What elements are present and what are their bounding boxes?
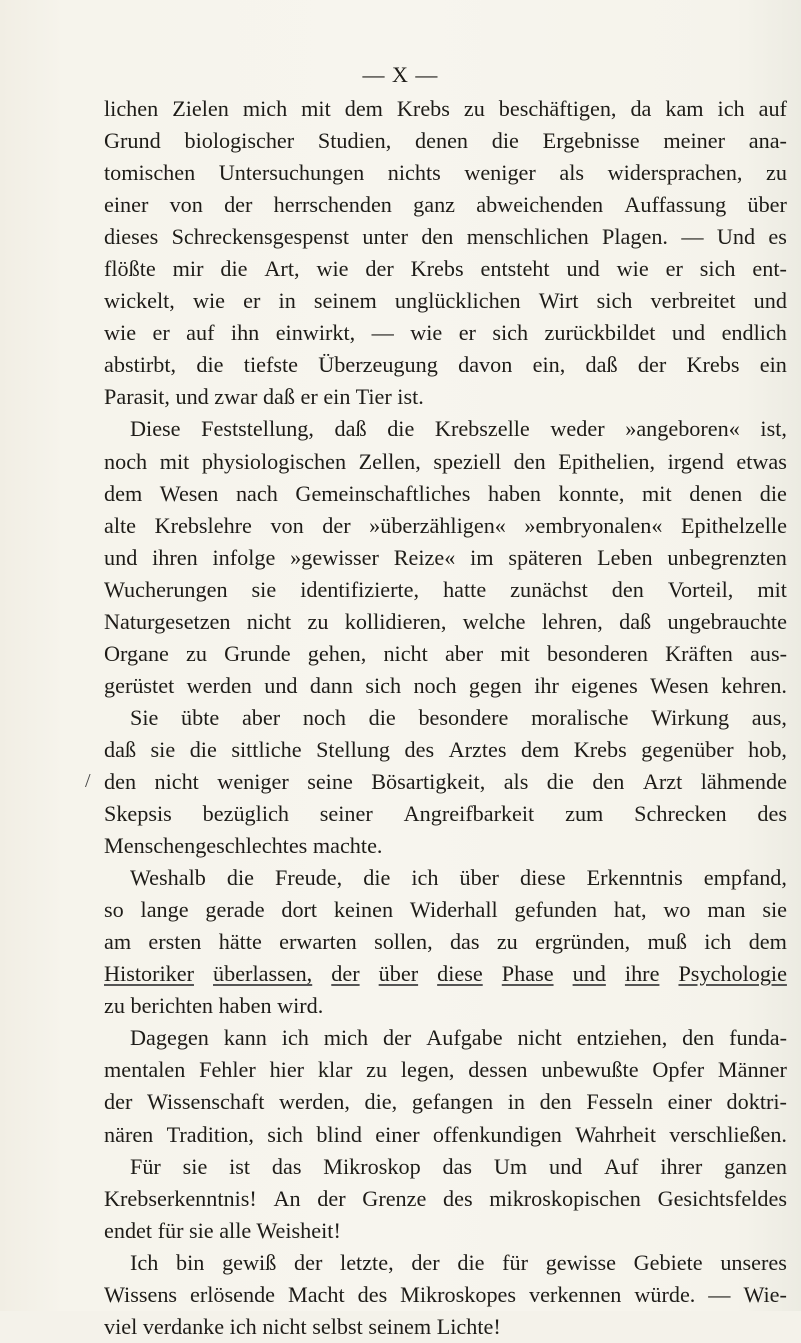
text-line-paragraph-start: Dagegen kann ich mich der Aufgabe nicht entziehen, den funda- bbox=[130, 1025, 787, 1051]
text-line-paragraph-end: zu berichten haben wird. bbox=[104, 993, 324, 1019]
text-line: noch mit physiologischen Zellen, speziell den Epithelien, irgend etwas bbox=[104, 448, 787, 474]
text-line: dieses Schreckensgespenst unter den menschlichen Plagen. — Und es bbox=[104, 224, 787, 250]
text-line: Grund biologischer Studien, denen die Ergebnisse meiner ana- bbox=[104, 128, 787, 154]
text-line: Organe zu Grunde gehen, nicht aber mit besonderen Kräften aus- bbox=[104, 640, 787, 666]
text-line: den nicht weniger seine Bösartigkeit, als die den Arzt lähmende bbox=[104, 768, 787, 794]
text-line: alte Krebslehre von der »überzähligen« »embryonalen« Epithelzelle bbox=[104, 512, 787, 538]
text-line-paragraph-start: Für sie ist das Mikroskop das Um und Auf ihrer ganzen bbox=[130, 1153, 787, 1179]
text-line-paragraph-start: Diese Feststellung, daß die Krebszelle weder »angeboren« ist, bbox=[130, 416, 787, 442]
text-line: Wissens erlösende Macht des Mikroskopes verkennen würde. — Wie- bbox=[104, 1281, 787, 1307]
text-line: Skepsis bezüglich seiner Angreifbarkeit zum Schrecken des bbox=[104, 801, 787, 827]
text-line: Wucherungen sie identifizierte, hatte zunächst den Vorteil, mit bbox=[104, 576, 787, 602]
text-line: tomischen Untersuchungen nichts weniger als widersprachen, zu bbox=[104, 160, 787, 186]
text-line: wie er auf ihn einwirkt, — wie er sich zurückbildet und endlich bbox=[104, 320, 787, 346]
text-line-paragraph-end: Menschengeschlechtes machte. bbox=[104, 833, 383, 859]
text-line: daß sie die sittliche Stellung des Arztes dem Krebs gegenüber hob, bbox=[104, 736, 787, 762]
body-text bbox=[104, 93, 787, 1343]
text-line: einer von der herrschenden ganz abweichenden Auffassung über bbox=[104, 192, 787, 218]
text-line: nären Tradition, sich blind einer offenkundigen Wahrheit verschließen. bbox=[104, 1121, 787, 1147]
text-line: Krebserkenntnis! An der Grenze des mikroskopischen Gesichtsfeldes bbox=[104, 1185, 787, 1211]
text-line: mentalen Fehler hier klar zu legen, dessen unbewußte Opfer Männer bbox=[104, 1057, 787, 1083]
text-line-paragraph-start: Sie übte aber noch die besondere moralische Wirkung aus, bbox=[130, 704, 787, 730]
text-line: und ihren infolge »gewisser Reize« im späteren Leben unbegrenzten bbox=[104, 544, 787, 570]
text-line: so lange gerade dort keinen Widerhall gefunden hat, wo man sie bbox=[104, 897, 787, 923]
margin-pencil-mark: / bbox=[85, 770, 91, 792]
text-line-paragraph-start: Ich bin gewiß der letzte, der die für gewisse Gebiete unseres bbox=[130, 1249, 787, 1275]
text-line-paragraph-end: endet für sie alle Weisheit! bbox=[104, 1217, 341, 1243]
text-line-paragraph-start: Weshalb die Freude, die ich über diese Erkenntnis empfand, bbox=[130, 865, 787, 891]
text-line: flößte mir die Art, wie der Krebs entsteht und wie er sich ent- bbox=[104, 256, 787, 282]
text-line-paragraph-end: Parasit, und zwar daß er ein Tier ist. bbox=[104, 384, 424, 410]
text-line: wickelt, wie er in seinem unglücklichen Wirt sich verbreitet und bbox=[104, 288, 787, 314]
text-line: abstirbt, die tiefste Überzeugung davon ein, daß der Krebs ein bbox=[104, 352, 787, 378]
text-line: dem Wesen nach Gemeinschaftliches haben konnte, mit denen die bbox=[104, 480, 787, 506]
text-line-paragraph-end: viel verdanke ich nicht selbst seinem Lichte! bbox=[104, 1313, 501, 1339]
text-line-underlined: Historiker überlassen, der über diese Phase und ihre Psychologie bbox=[104, 961, 787, 987]
page-number-header: — X — bbox=[362, 62, 439, 87]
text-line: lichen Zielen mich mit dem Krebs zu beschäftigen, da kam ich auf bbox=[104, 96, 787, 121]
text-line: der Wissenschaft werden, die, gefangen in den Fesseln einer doktri- bbox=[104, 1089, 787, 1115]
text-line: Naturgesetzen nicht zu kollidieren, welche lehren, daß ungebrauchte bbox=[104, 608, 787, 634]
text-line: am ersten hätte erwarten sollen, das zu ergründen, muß ich dem bbox=[104, 929, 787, 955]
text-line: gerüstet werden und dann sich noch gegen ihr eigenes Wesen kehren. bbox=[104, 672, 787, 698]
